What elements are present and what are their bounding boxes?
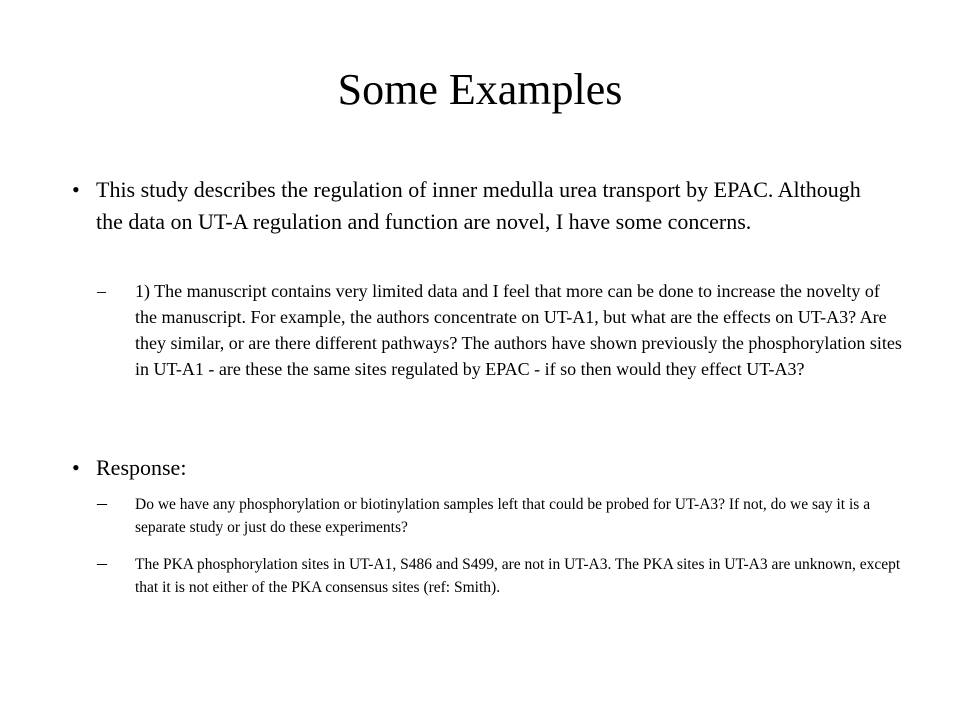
sub-bullet-text: The PKA phosphorylation sites in UT-A1, S486 and S499, are not in UT-A3. The PKA sites in UT-A3 are unknown, except that it is not either of the PKA consensus sites (ref: Smith). (135, 556, 901, 596)
sub-bullet-response-1 (97, 492, 905, 539)
dash-marker: – (97, 281, 106, 301)
sub-bullet-text: 1) The manuscript contains very limited data and I feel that more can be done to increase the novelty of the manuscript. For example, the authors concentrate on UT-A1, but what are the effects on UT-A3? Are they similar, or are there different pathways? The authors have shown previously the phosphorylation sites in UT-A1 - are these the same sites regulated by EPAC - if so then would they effect UT-A3? (135, 281, 902, 379)
sub-bullet-text: Do we have any phosphorylation or biotinylation samples left that could be probed for UT-A3? If not, do we say it is a separate study or just do these experiments? (135, 496, 871, 536)
bullet-marker: • (72, 455, 80, 480)
bullet-response (72, 452, 886, 484)
sub-bullet-concern-1 (97, 278, 905, 382)
bullet-study-description (72, 174, 886, 238)
dash-marker: – (97, 552, 107, 574)
dash-marker: – (97, 492, 107, 514)
bullet-text: Response: (96, 455, 187, 480)
bullet-text: This study describes the regulation of inner medulla urea transport by EPAC. Although the data on UT-A regulation and function are novel, I have some concerns. (96, 177, 861, 234)
sub-bullet-response-2 (97, 552, 905, 599)
bullet-marker: • (72, 177, 80, 202)
slide-title: Some Examples (337, 65, 623, 114)
